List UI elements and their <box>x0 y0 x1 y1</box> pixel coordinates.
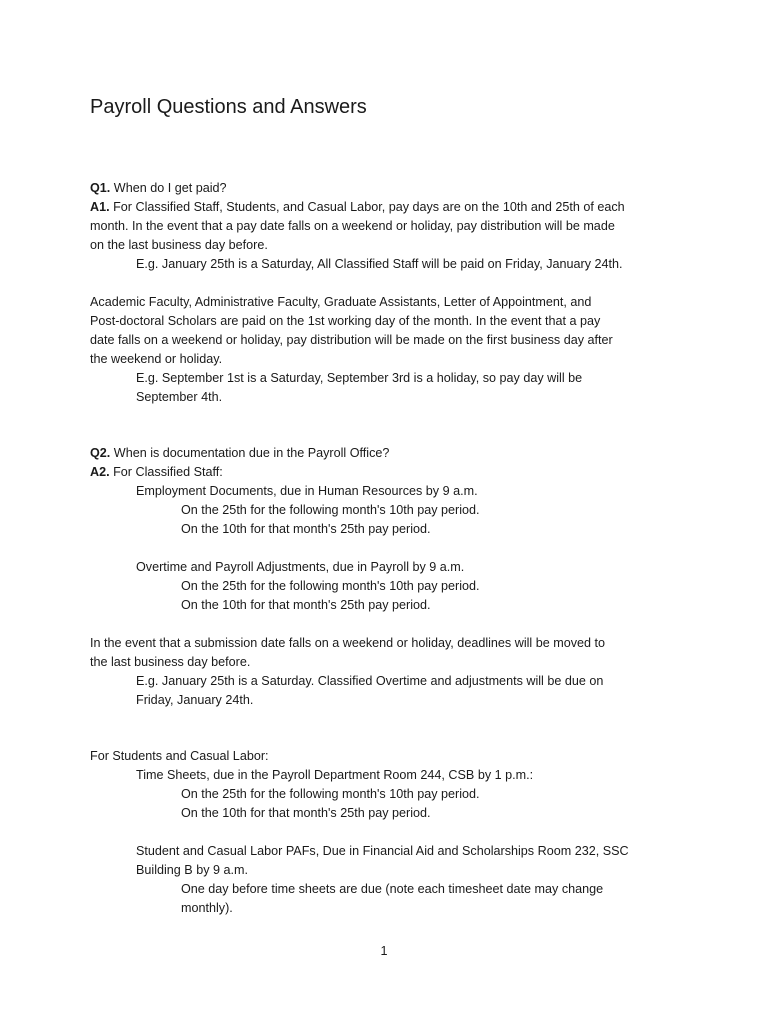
list-item: Building B by 9 a.m. <box>136 863 249 877</box>
question-1 <box>90 179 227 198</box>
paragraph-line: In the event that a submission date falls on a weekend or holiday, deadlines will be moved to <box>90 636 606 650</box>
list-item: Employment Documents, due in Human Resources by 9 a.m. <box>136 484 478 498</box>
example-text: September 4th. <box>136 390 223 404</box>
sub-list-item: On the 25th for the following month's 10th pay period. <box>181 579 480 593</box>
answer-label: A1. <box>90 200 110 214</box>
page-title: Payroll Questions and Answers <box>90 96 367 118</box>
list-item: Student and Casual Labor PAFs, Due in Financial Aid and Scholarships Room 232, SSC <box>136 844 629 858</box>
example-text: E.g. January 25th is a Saturday, All Classified Staff will be paid on Friday, January 24th. <box>136 257 623 271</box>
sub-list-item: On the 10th for that month's 25th pay period. <box>181 598 431 612</box>
question-2 <box>90 444 389 463</box>
question-text: When do I get paid? <box>110 181 227 195</box>
answer-label: A2. <box>90 465 110 479</box>
answer-text: For Classified Staff, Students, and Casual Labor, pay days are on the 10th and 25th of each <box>109 200 625 214</box>
list-item: Time Sheets, due in the Payroll Department Room 244, CSB by 1 p.m.: <box>136 768 534 782</box>
section-heading: For Students and Casual Labor: <box>90 749 269 763</box>
sub-list-item: One day before time sheets are due (note each timesheet date may change <box>181 882 604 896</box>
example-text: E.g. September 1st is a Saturday, September 3rd is a holiday, so pay day will be <box>136 371 583 385</box>
question-text: When is documentation due in the Payroll Office? <box>110 446 390 460</box>
answer-1-line: month. In the event that a pay date falls on a weekend or holiday, pay distribution will be made <box>90 219 615 233</box>
paragraph-line: Post-doctoral Scholars are paid on the 1st working day of the month. In the event that a pay <box>90 314 601 328</box>
paragraph-line: the last business day before. <box>90 655 251 669</box>
answer-1-line <box>90 198 625 217</box>
paragraph-line: the weekend or holiday. <box>90 352 223 366</box>
answer-text: For Classified Staff: <box>109 465 223 479</box>
page-number: 1 <box>380 944 388 958</box>
sub-list-item: On the 10th for that month's 25th pay period. <box>181 806 431 820</box>
example-text: E.g. January 25th is a Saturday. Classified Overtime and adjustments will be due on <box>136 674 604 688</box>
sub-list-item: monthly). <box>181 901 233 915</box>
sub-list-item: On the 25th for the following month's 10th pay period. <box>181 503 480 517</box>
question-label: Q2. <box>90 446 111 460</box>
answer-2-line <box>90 463 223 482</box>
example-text: Friday, January 24th. <box>136 693 254 707</box>
question-label: Q1. <box>90 181 111 195</box>
answer-1-line: on the last business day before. <box>90 238 268 252</box>
paragraph-line: date falls on a weekend or holiday, pay distribution will be made on the first business day after <box>90 333 613 347</box>
list-item: Overtime and Payroll Adjustments, due in Payroll by 9 a.m. <box>136 560 465 574</box>
paragraph-line: Academic Faculty, Administrative Faculty, Graduate Assistants, Letter of Appointment, and <box>90 295 592 309</box>
sub-list-item: On the 10th for that month's 25th pay period. <box>181 522 431 536</box>
sub-list-item: On the 25th for the following month's 10th pay period. <box>181 787 480 801</box>
